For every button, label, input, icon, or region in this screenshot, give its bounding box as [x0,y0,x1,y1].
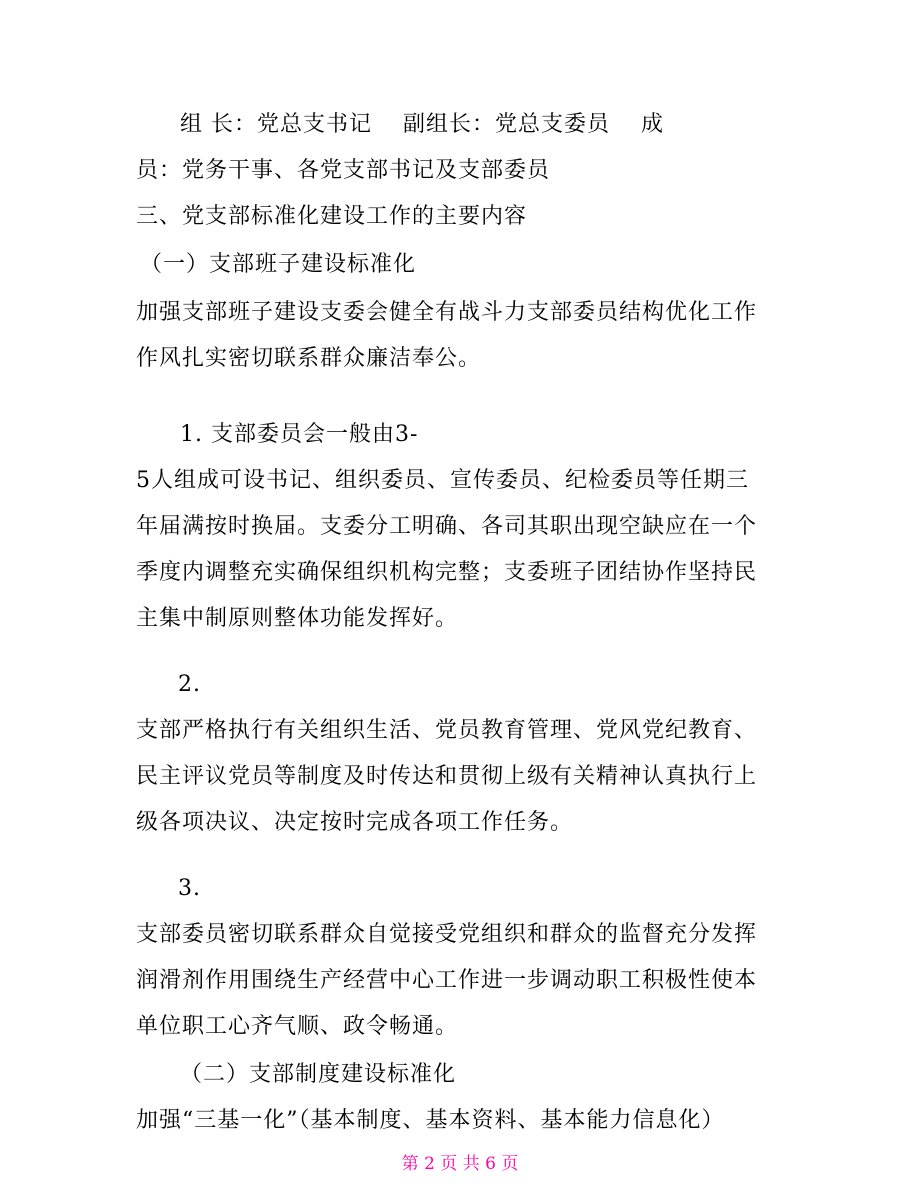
subsection-heading: （二）支部制度建设标准化 [180,1062,457,1087]
text-line: 级各项决议、决定按时完成各项工作任务。 [136,810,574,835]
text-line: 支部严格执行有关组织生活、党员教育管理、党风党纪教育、 [136,718,758,743]
text-line: 加强支部班子建设支委会健全有战斗力支部委员结构优化工作 [136,300,758,325]
text-line: 季度内调整充实确保组织机构完整；支委班子团结协作坚持民 [136,560,758,585]
list-item-number: 1. 支部委员会一般由3- [180,422,419,447]
text-line: 主集中制原则整体功能发挥好。 [136,606,459,631]
text-line: 民主评议党员等制度及时传达和贯彻上级有关精神认真执行上 [136,764,758,789]
subsection-heading: （一）支部班子建设标准化 [140,252,417,277]
text-line-member-list: 组 长：党总支书记 副组长：党总支委员 成 [180,112,664,137]
list-item-number: 2. [178,672,201,697]
page-number-footer: 第 2 页 共 6 页 [401,1154,519,1174]
text-line: 单位职工心齐气顺、政令畅通。 [136,1014,459,1039]
text-line: 员：党务干事、各党支部书记及支部委员 [136,158,551,183]
text-line: 年届满按时换届。支委分工明确、各司其职出现空缺应在一个 [136,514,758,539]
text-line: 作风扎实密切联系群众廉洁奉公。 [136,346,482,371]
text-line: 加强“三基一化”（基本制度、基本资料、基本能力信息化） [136,1108,725,1133]
text-line: 润滑剂作用围绕生产经营中心工作进一步调动职工积极性使本 [136,968,758,993]
text-line: 5人组成可设书记、组织委员、宣传委员、纪检委员等任期三 [136,468,749,493]
section-heading: 三、党支部标准化建设工作的主要内容 [136,204,528,229]
list-item-number: 3. [178,876,201,901]
text-line: 支部委员密切联系群众自觉接受党组织和群众的监督充分发挥 [136,922,758,947]
